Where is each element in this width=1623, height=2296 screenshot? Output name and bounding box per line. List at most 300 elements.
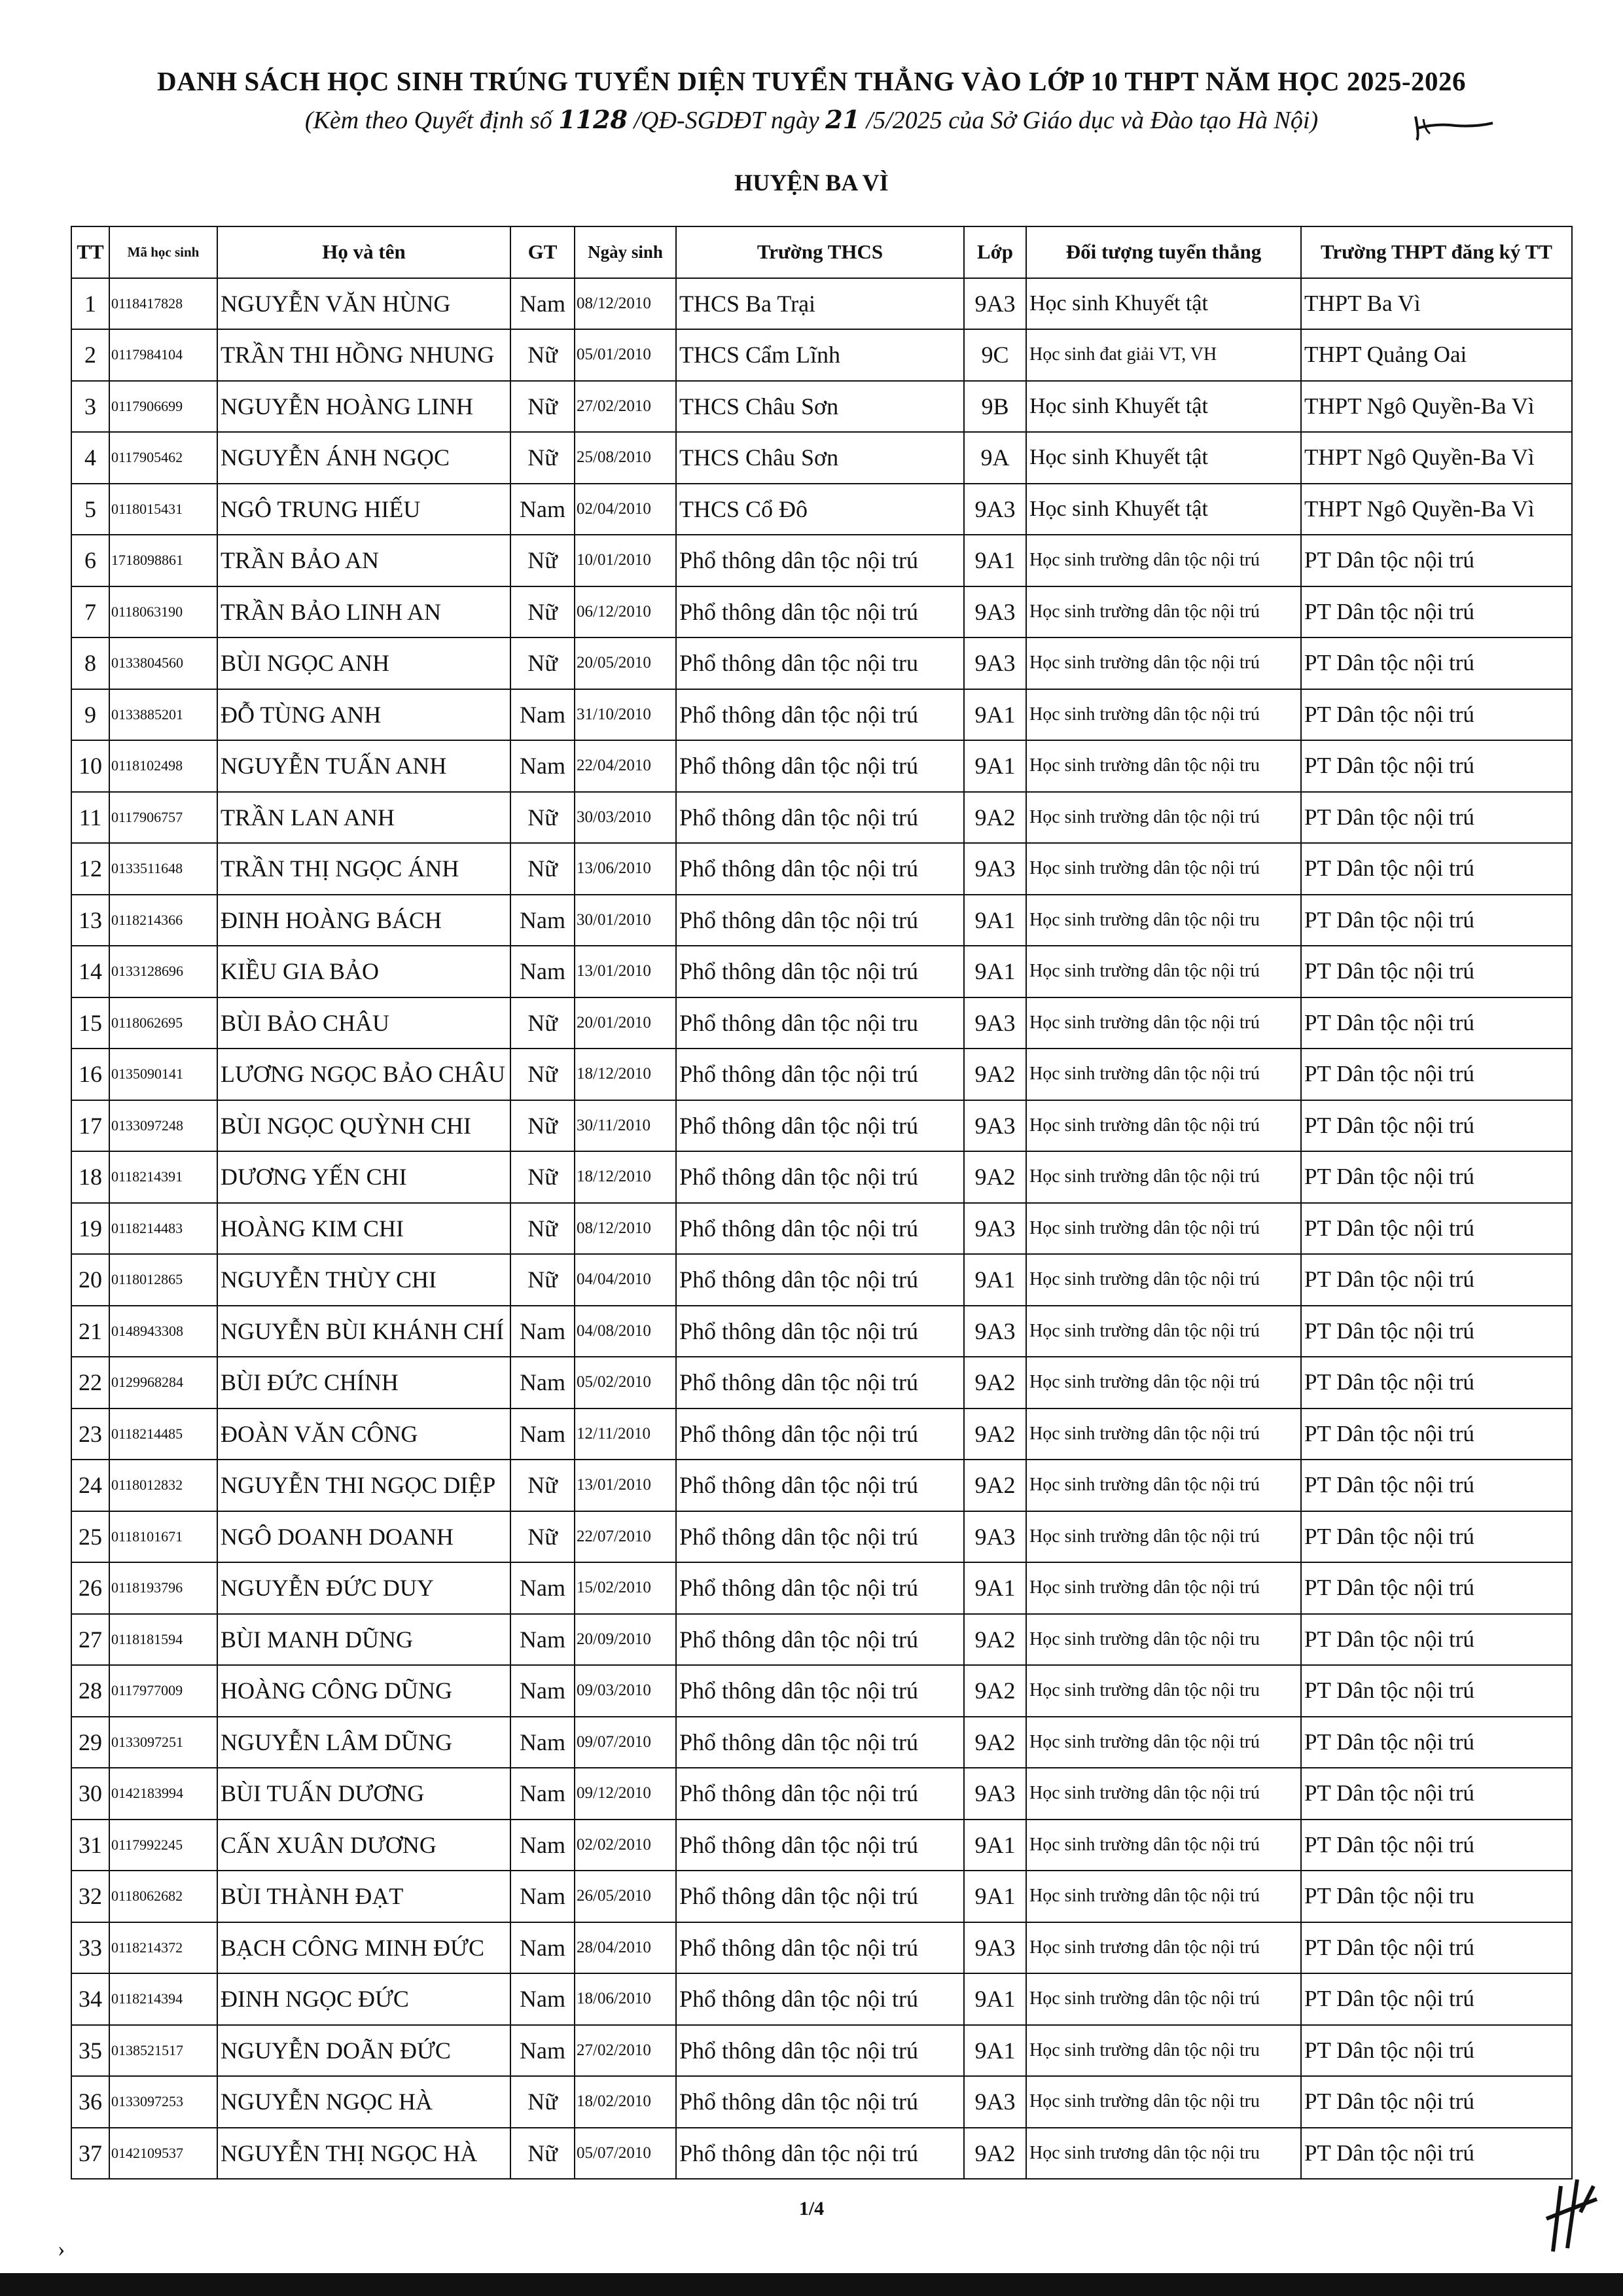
cell-class: 9A1 — [964, 946, 1026, 997]
cell-full-name: BÙI TUẤN DƯƠNG — [217, 1768, 510, 1820]
cell-gender: Nam — [510, 1357, 575, 1408]
cell-dob: 05/02/2010 — [575, 1357, 676, 1408]
table-row — [71, 1614, 1572, 1666]
cell-full-name: BÙI MANH DŨNG — [217, 1614, 510, 1666]
subtitle-suffix: /5/2025 của Sở Giáo dục và Đào tạo Hà Nội) — [866, 107, 1319, 134]
cell-full-name: KIỀU GIA BẢO — [217, 946, 510, 997]
cell-dob: 10/01/2010 — [575, 535, 676, 586]
cell-student-code: 0118193796 — [109, 1562, 217, 1614]
cell-student-code: 0118214366 — [109, 895, 217, 946]
page-number: 1/4 — [798, 2198, 825, 2219]
cell-high-school: PT Dân tộc nội trú — [1301, 1151, 1572, 1203]
cell-tt: 35 — [71, 2025, 109, 2077]
cell-student-code: 0118214391 — [109, 1151, 217, 1203]
table-row — [71, 740, 1572, 792]
column-header-gender: GT — [510, 226, 575, 278]
cell-middle-school: Phổ thông dân tộc nội trú — [676, 1306, 964, 1357]
cell-full-name: ĐINH HOÀNG BÁCH — [217, 895, 510, 946]
cell-dob: 18/12/2010 — [575, 1049, 676, 1100]
cell-tt: 16 — [71, 1049, 109, 1100]
cell-middle-school: Phổ thông dân tộc nội trú — [676, 1151, 964, 1203]
cell-gender: Nữ — [510, 1460, 575, 1511]
cell-high-school: PT Dân tộc nội trú — [1301, 1100, 1572, 1152]
table-row — [71, 895, 1572, 946]
cell-dob: 05/01/2010 — [575, 329, 676, 381]
cell-high-school: PT Dân tộc nội trú — [1301, 895, 1572, 946]
cell-student-code: 0133128696 — [109, 946, 217, 997]
cell-tt: 1 — [71, 278, 109, 330]
cell-tt: 17 — [71, 1100, 109, 1152]
cell-middle-school: Phổ thông dân tộc nội trú — [676, 1408, 964, 1460]
cell-dob: 25/08/2010 — [575, 432, 676, 484]
document-title: DANH SÁCH HỌC SINH TRÚNG TUYỂN DIỆN TUYỂN THẲNG VÀO LỚP 10 THPT NĂM HỌC 2025-2026 — [156, 66, 1467, 96]
cell-tt: 24 — [71, 1460, 109, 1511]
cell-full-name: NGUYỄN DOÃN ĐỨC — [217, 2025, 510, 2077]
cell-gender: Nữ — [510, 329, 575, 381]
cell-gender: Nữ — [510, 1151, 575, 1203]
cell-full-name: BÙI NGỌC ANH — [217, 637, 510, 689]
cell-middle-school: Phổ thông dân tộc nội trú — [676, 1973, 964, 2025]
cell-class: 9A1 — [964, 895, 1026, 946]
cell-dob: 22/04/2010 — [575, 740, 676, 792]
cell-student-code: 0133885201 — [109, 689, 217, 741]
cell-gender: Nam — [510, 1768, 575, 1820]
cell-admission-type: Học sinh trường dân tộc nội trú — [1026, 1973, 1301, 2025]
cell-class: 9A1 — [964, 740, 1026, 792]
cell-student-code: 0133097251 — [109, 1717, 217, 1768]
cell-admission-type: Học sinh trường dân tộc nội trú — [1026, 792, 1301, 844]
cell-dob: 22/07/2010 — [575, 1511, 676, 1563]
cell-dob: 12/11/2010 — [575, 1408, 676, 1460]
column-header-dob: Ngày sinh — [575, 226, 676, 278]
cell-high-school: PT Dân tộc nội trú — [1301, 1357, 1572, 1408]
cell-tt: 32 — [71, 1871, 109, 1922]
cell-dob: 13/06/2010 — [575, 843, 676, 895]
cell-student-code: 0118062695 — [109, 997, 217, 1049]
cell-full-name: NGUYỄN LÂM DŨNG — [217, 1717, 510, 1768]
cell-admission-type: Học sinh trường dân tộc nội trú — [1026, 843, 1301, 895]
cell-full-name: BÙI ĐỨC CHÍNH — [217, 1357, 510, 1408]
cell-high-school: PT Dân tộc nội trú — [1301, 1203, 1572, 1255]
table-row — [71, 1100, 1572, 1152]
cell-middle-school: THCS Cẩm Lĩnh — [676, 329, 964, 381]
cell-gender: Nam — [510, 484, 575, 535]
cell-student-code: 0118214394 — [109, 1973, 217, 2025]
cell-middle-school: Phổ thông dân tộc nội trú — [676, 1460, 964, 1511]
cell-admission-type: Học sinh trường dân tộc nội trú — [1026, 1357, 1301, 1408]
column-header-admission-type: Đối tượng tuyển thẳng — [1026, 226, 1301, 278]
table-row — [71, 1820, 1572, 1871]
cell-full-name: BẠCH CÔNG MINH ĐỨC — [217, 1922, 510, 1974]
cell-dob: 05/07/2010 — [575, 2128, 676, 2179]
cell-middle-school: THCS Ba Trại — [676, 278, 964, 330]
table-row — [71, 689, 1572, 741]
cell-gender: Nữ — [510, 997, 575, 1049]
cell-class: 9A3 — [964, 1203, 1026, 1255]
cell-high-school: PT Dân tộc nội trú — [1301, 586, 1572, 638]
cell-tt: 2 — [71, 329, 109, 381]
cell-middle-school: Phổ thông dân tộc nội trú — [676, 1922, 964, 1974]
table-row — [71, 637, 1572, 689]
table-row — [71, 586, 1572, 638]
cell-admission-type: Học sinh trường dân tộc nội trú — [1026, 1460, 1301, 1511]
cell-class: 9A2 — [964, 1151, 1026, 1203]
table-row — [71, 1203, 1572, 1255]
subtitle-prefix: (Kèm theo Quyết định số — [304, 107, 552, 134]
cell-middle-school: Phổ thông dân tộc nội trú — [676, 1100, 964, 1152]
cell-full-name: NGUYỄN VĂN HÙNG — [217, 278, 510, 330]
cell-high-school: PT Dân tộc nội trú — [1301, 1408, 1572, 1460]
cell-admission-type: Học sinh trường dân tộc nội trú — [1026, 1049, 1301, 1100]
cell-high-school: PT Dân tộc nội trú — [1301, 1511, 1572, 1563]
table-row — [71, 2025, 1572, 2077]
cell-class: 9A3 — [964, 586, 1026, 638]
cell-high-school: PT Dân tộc nội trú — [1301, 637, 1572, 689]
cell-dob: 13/01/2010 — [575, 946, 676, 997]
cell-admission-type: Học sinh trường dân tộc nội trú — [1026, 689, 1301, 741]
cell-full-name: NGUYỄN ĐỨC DUY — [217, 1562, 510, 1614]
table-row — [71, 1665, 1572, 1717]
cell-full-name: NGUYỄN THỊ NGỌC HÀ — [217, 2128, 510, 2179]
table-body — [71, 278, 1572, 2179]
cell-dob: 30/01/2010 — [575, 895, 676, 946]
cell-gender: Nữ — [510, 1511, 575, 1563]
cell-high-school: PT Dân tộc nội trú — [1301, 2025, 1572, 2077]
cell-admission-type: Học sinh đat giải VT, VH — [1026, 329, 1301, 381]
cell-tt: 18 — [71, 1151, 109, 1203]
cell-high-school: PT Dân tộc nội trú — [1301, 1306, 1572, 1357]
decision-number: 1128 — [558, 105, 628, 134]
cell-gender: Nam — [510, 1973, 575, 2025]
table-row — [71, 2128, 1572, 2179]
cell-middle-school: Phổ thông dân tộc nội trú — [676, 895, 964, 946]
cell-full-name: TRẦN LAN ANH — [217, 792, 510, 844]
cell-student-code: 0133511648 — [109, 843, 217, 895]
cell-student-code: 0142183994 — [109, 1768, 217, 1820]
cell-full-name: NGUYỄN THÙY CHI — [217, 1254, 510, 1306]
table-row — [71, 1973, 1572, 2025]
cell-middle-school: Phổ thông dân tộc nội trú — [676, 535, 964, 586]
table-row — [71, 1562, 1572, 1614]
cell-dob: 28/04/2010 — [575, 1922, 676, 1974]
cell-class: 9A2 — [964, 2128, 1026, 2179]
decision-day: 21 — [825, 105, 861, 134]
cell-student-code: 0118063190 — [109, 586, 217, 638]
cell-class: 9A2 — [964, 1408, 1026, 1460]
cell-admission-type: Học sinh trường dân tộc nội trú — [1026, 1511, 1301, 1563]
cell-student-code: 1718098861 — [109, 535, 217, 586]
cell-middle-school: Phổ thông dân tộc nội trú — [676, 740, 964, 792]
cell-tt: 6 — [71, 535, 109, 586]
cell-student-code: 0118214483 — [109, 1203, 217, 1255]
cell-middle-school: Phổ thông dân tộc nội trú — [676, 689, 964, 741]
cell-gender: Nam — [510, 1408, 575, 1460]
cell-gender: Nam — [510, 1306, 575, 1357]
cell-high-school: THPT Ngô Quyền-Ba Vì — [1301, 484, 1572, 535]
cell-high-school: PT Dân tộc nội trú — [1301, 689, 1572, 741]
cell-high-school: PT Dân tộc nội trú — [1301, 946, 1572, 997]
cell-middle-school: Phổ thông dân tộc nội trú — [676, 1717, 964, 1768]
cell-tt: 36 — [71, 2076, 109, 2128]
cell-dob: 20/09/2010 — [575, 1614, 676, 1666]
cell-tt: 31 — [71, 1820, 109, 1871]
cell-tt: 22 — [71, 1357, 109, 1408]
column-header-student-code: Mã học sinh — [109, 226, 217, 278]
cell-class: 9A1 — [964, 1973, 1026, 2025]
cell-dob: 30/03/2010 — [575, 792, 676, 844]
cell-full-name: HOÀNG KIM CHI — [217, 1203, 510, 1255]
cell-admission-type: Học sinh trường dân tộc nội trú — [1026, 1820, 1301, 1871]
cell-dob: 30/11/2010 — [575, 1100, 676, 1152]
cell-admission-type: Học sinh trường dân tộc nội trú — [1026, 1100, 1301, 1152]
cell-dob: 09/03/2010 — [575, 1665, 676, 1717]
cell-full-name: NGUYỄN THI NGỌC DIỆP — [217, 1460, 510, 1511]
cell-student-code: 0118012865 — [109, 1254, 217, 1306]
cell-class: 9A3 — [964, 997, 1026, 1049]
cell-middle-school: Phổ thông dân tộc nội tru — [676, 637, 964, 689]
cell-gender: Nữ — [510, 432, 575, 484]
cell-student-code: 0117984104 — [109, 329, 217, 381]
cell-high-school: PT Dân tộc nội trú — [1301, 1665, 1572, 1717]
cell-tt: 28 — [71, 1665, 109, 1717]
cell-full-name: LƯƠNG NGỌC BẢO CHÂU — [217, 1049, 510, 1100]
cell-student-code: 0117992245 — [109, 1820, 217, 1871]
cell-student-code: 0118102498 — [109, 740, 217, 792]
initial-signature-icon — [1541, 2173, 1600, 2258]
cell-high-school: PT Dân tộc nội trú — [1301, 1768, 1572, 1820]
cell-admission-type: Học sinh trường dân tộc nội trú — [1026, 1768, 1301, 1820]
table-row — [71, 1871, 1572, 1922]
document-subtitle — [0, 105, 1623, 135]
cell-student-code: 0133804560 — [109, 637, 217, 689]
table-row — [71, 2076, 1572, 2128]
cell-gender: Nữ — [510, 1100, 575, 1152]
cell-admission-type: Học sinh trường dân tộc nội trú — [1026, 1408, 1301, 1460]
cell-dob: 18/12/2010 — [575, 1151, 676, 1203]
cell-tt: 15 — [71, 997, 109, 1049]
cell-gender: Nam — [510, 278, 575, 330]
cell-full-name: ĐỖ TÙNG ANH — [217, 689, 510, 741]
cell-gender: Nam — [510, 895, 575, 946]
cell-high-school: PT Dân tộc nội trú — [1301, 1049, 1572, 1100]
cell-high-school: PT Dân tộc nội trú — [1301, 535, 1572, 586]
cell-dob: 04/08/2010 — [575, 1306, 676, 1357]
cell-high-school: PT Dân tộc nội tru — [1301, 1871, 1572, 1922]
cell-full-name: NGUYỄN HOÀNG LINH — [217, 381, 510, 433]
cell-student-code: 0118012832 — [109, 1460, 217, 1511]
column-header-class: Lớp — [964, 226, 1026, 278]
cell-high-school: PT Dân tộc nội trú — [1301, 843, 1572, 895]
cell-tt: 4 — [71, 432, 109, 484]
cell-dob: 20/05/2010 — [575, 637, 676, 689]
cell-class: 9A1 — [964, 1871, 1026, 1922]
cell-middle-school: THCS Châu Sơn — [676, 381, 964, 433]
cell-class: 9A2 — [964, 1357, 1026, 1408]
cell-tt: 29 — [71, 1717, 109, 1768]
cell-class: 9A1 — [964, 1562, 1026, 1614]
cell-high-school: THPT Ba Vì — [1301, 278, 1572, 330]
cell-class: 9B — [964, 381, 1026, 433]
cell-middle-school: Phổ thông dân tộc nội trú — [676, 946, 964, 997]
cell-gender: Nam — [510, 946, 575, 997]
cell-full-name: NGUYỄN NGỌC HÀ — [217, 2076, 510, 2128]
cell-class: 9A3 — [964, 484, 1026, 535]
table-row — [71, 278, 1572, 330]
cell-high-school: PT Dân tộc nội trú — [1301, 2128, 1572, 2179]
scan-mark: › — [58, 2237, 65, 2261]
cell-gender: Nữ — [510, 1203, 575, 1255]
cell-class: 9A2 — [964, 1665, 1026, 1717]
cell-full-name: CẤN XUÂN DƯƠNG — [217, 1820, 510, 1871]
cell-middle-school: Phổ thông dân tộc nội trú — [676, 2128, 964, 2179]
district-heading: HUYỆN BA VÌ — [734, 170, 889, 196]
cell-admission-type: Học sinh trường dân tộc nội tru — [1026, 1665, 1301, 1717]
cell-student-code: 0118181594 — [109, 1614, 217, 1666]
cell-dob: 20/01/2010 — [575, 997, 676, 1049]
cell-gender: Nữ — [510, 381, 575, 433]
cell-class: 9A — [964, 432, 1026, 484]
cell-middle-school: Phổ thông dân tộc nội trú — [676, 1049, 964, 1100]
initial-signature-icon — [1410, 110, 1495, 143]
cell-gender: Nữ — [510, 2076, 575, 2128]
table-header-row — [71, 226, 1572, 278]
cell-gender: Nam — [510, 1922, 575, 1974]
table-row — [71, 1768, 1572, 1820]
cell-dob: 27/02/2010 — [575, 2025, 676, 2077]
cell-gender: Nữ — [510, 637, 575, 689]
cell-admission-type: Học sinh trường dân tộc nội tru — [1026, 2076, 1301, 2128]
cell-tt: 14 — [71, 946, 109, 997]
cell-middle-school: Phổ thông dân tộc nội trú — [676, 1665, 964, 1717]
cell-class: 9C — [964, 329, 1026, 381]
cell-gender: Nam — [510, 1665, 575, 1717]
cell-full-name: NGUYỄN TUẤN ANH — [217, 740, 510, 792]
cell-high-school: PT Dân tộc nội trú — [1301, 2076, 1572, 2128]
cell-gender: Nữ — [510, 535, 575, 586]
cell-dob: 18/06/2010 — [575, 1973, 676, 2025]
cell-admission-type: Học sinh Khuyết tật — [1026, 278, 1301, 330]
cell-admission-type: Học sinh trường dân tộc nội trú — [1026, 1306, 1301, 1357]
cell-full-name: ĐINH NGỌC ĐỨC — [217, 1973, 510, 2025]
table-row — [71, 1717, 1572, 1768]
cell-dob: 31/10/2010 — [575, 689, 676, 741]
cell-gender: Nam — [510, 1562, 575, 1614]
cell-admission-type: Học sinh trường dân tộc nội trú — [1026, 637, 1301, 689]
cell-student-code: 0129968284 — [109, 1357, 217, 1408]
cell-tt: 5 — [71, 484, 109, 535]
cell-tt: 21 — [71, 1306, 109, 1357]
cell-full-name: NGÔ DOANH DOANH — [217, 1511, 510, 1563]
cell-tt: 3 — [71, 381, 109, 433]
column-header-middle-school: Trường THCS — [676, 226, 964, 278]
cell-full-name: TRẦN THI HỒNG NHUNG — [217, 329, 510, 381]
cell-class: 9A3 — [964, 278, 1026, 330]
table-row — [71, 1306, 1572, 1357]
cell-dob: 06/12/2010 — [575, 586, 676, 638]
cell-gender: Nữ — [510, 792, 575, 844]
cell-high-school: PT Dân tộc nội trú — [1301, 1562, 1572, 1614]
cell-admission-type: Học sinh trường dân tộc nội trú — [1026, 586, 1301, 638]
cell-full-name: DƯƠNG YẾN CHI — [217, 1151, 510, 1203]
table-row — [71, 1460, 1572, 1511]
cell-middle-school: Phổ thông dân tộc nội trú — [676, 1511, 964, 1563]
table-row — [71, 329, 1572, 381]
cell-middle-school: Phổ thông dân tộc nội trú — [676, 792, 964, 844]
table-row — [71, 381, 1572, 433]
cell-high-school: THPT Ngô Quyền-Ba Vì — [1301, 432, 1572, 484]
cell-gender: Nam — [510, 1717, 575, 1768]
cell-admission-type: Học sinh trường dân tộc nội trú — [1026, 1203, 1301, 1255]
cell-class: 9A1 — [964, 2025, 1026, 2077]
cell-dob: 18/02/2010 — [575, 2076, 676, 2128]
cell-full-name: ĐOÀN VĂN CÔNG — [217, 1408, 510, 1460]
cell-class: 9A1 — [964, 1820, 1026, 1871]
cell-gender: Nữ — [510, 843, 575, 895]
cell-full-name: BÙI THÀNH ĐẠT — [217, 1871, 510, 1922]
cell-dob: 27/02/2010 — [575, 381, 676, 433]
cell-class: 9A2 — [964, 1614, 1026, 1666]
cell-class: 9A1 — [964, 689, 1026, 741]
cell-student-code: 0118101671 — [109, 1511, 217, 1563]
cell-student-code: 0118015431 — [109, 484, 217, 535]
cell-admission-type: Học sinh Khuyết tật — [1026, 381, 1301, 433]
cell-gender: Nữ — [510, 1049, 575, 1100]
table-row — [71, 946, 1572, 997]
cell-gender: Nữ — [510, 586, 575, 638]
cell-high-school: THPT Quảng Oai — [1301, 329, 1572, 381]
cell-high-school: PT Dân tộc nội trú — [1301, 1717, 1572, 1768]
table-row — [71, 484, 1572, 535]
cell-gender: Nam — [510, 689, 575, 741]
cell-student-code: 0117906757 — [109, 792, 217, 844]
cell-tt: 33 — [71, 1922, 109, 1974]
cell-admission-type: Học sinh trường dân tộc nội tru — [1026, 1614, 1301, 1666]
cell-admission-type: Học sinh trường dân tộc nội trú — [1026, 1871, 1301, 1922]
cell-student-code: 0118214372 — [109, 1922, 217, 1974]
cell-middle-school: Phổ thông dân tộc nội trú — [676, 586, 964, 638]
cell-dob: 09/07/2010 — [575, 1717, 676, 1768]
cell-full-name: NGUYỄN BÙI KHÁNH CHÍ — [217, 1306, 510, 1357]
cell-gender: Nữ — [510, 1254, 575, 1306]
cell-student-code: 0133097248 — [109, 1100, 217, 1152]
cell-admission-type: Học sinh trường dân tộc nội trú — [1026, 1717, 1301, 1768]
cell-dob: 09/12/2010 — [575, 1768, 676, 1820]
table-row — [71, 843, 1572, 895]
cell-admission-type: Học sinh trường dân tộc nội tru — [1026, 740, 1301, 792]
cell-class: 9A2 — [964, 1049, 1026, 1100]
column-header-full-name: Họ và tên — [217, 226, 510, 278]
cell-admission-type: Học sinh trường dân tộc nội trú — [1026, 535, 1301, 586]
cell-admission-type: Học sinh trương dân tộc nội tru — [1026, 2128, 1301, 2179]
cell-middle-school: Phổ thông dân tộc nội trú — [676, 2025, 964, 2077]
cell-dob: 02/04/2010 — [575, 484, 676, 535]
table-row — [71, 1511, 1572, 1563]
cell-class: 9A3 — [964, 2076, 1026, 2128]
cell-middle-school: Phổ thông dân tộc nội trú — [676, 1357, 964, 1408]
cell-class: 9A3 — [964, 843, 1026, 895]
table-row — [71, 1254, 1572, 1306]
cell-tt: 34 — [71, 1973, 109, 2025]
cell-student-code: 0148943308 — [109, 1306, 217, 1357]
table-row — [71, 792, 1572, 844]
cell-middle-school: Phổ thông dân tộc nội trú — [676, 1820, 964, 1871]
cell-student-code: 0118214485 — [109, 1408, 217, 1460]
cell-student-code: 0142109537 — [109, 2128, 217, 2179]
cell-gender: Nam — [510, 740, 575, 792]
cell-dob: 15/02/2010 — [575, 1562, 676, 1614]
cell-middle-school: Phổ thông dân tộc nội tru — [676, 997, 964, 1049]
cell-gender: Nữ — [510, 2128, 575, 2179]
